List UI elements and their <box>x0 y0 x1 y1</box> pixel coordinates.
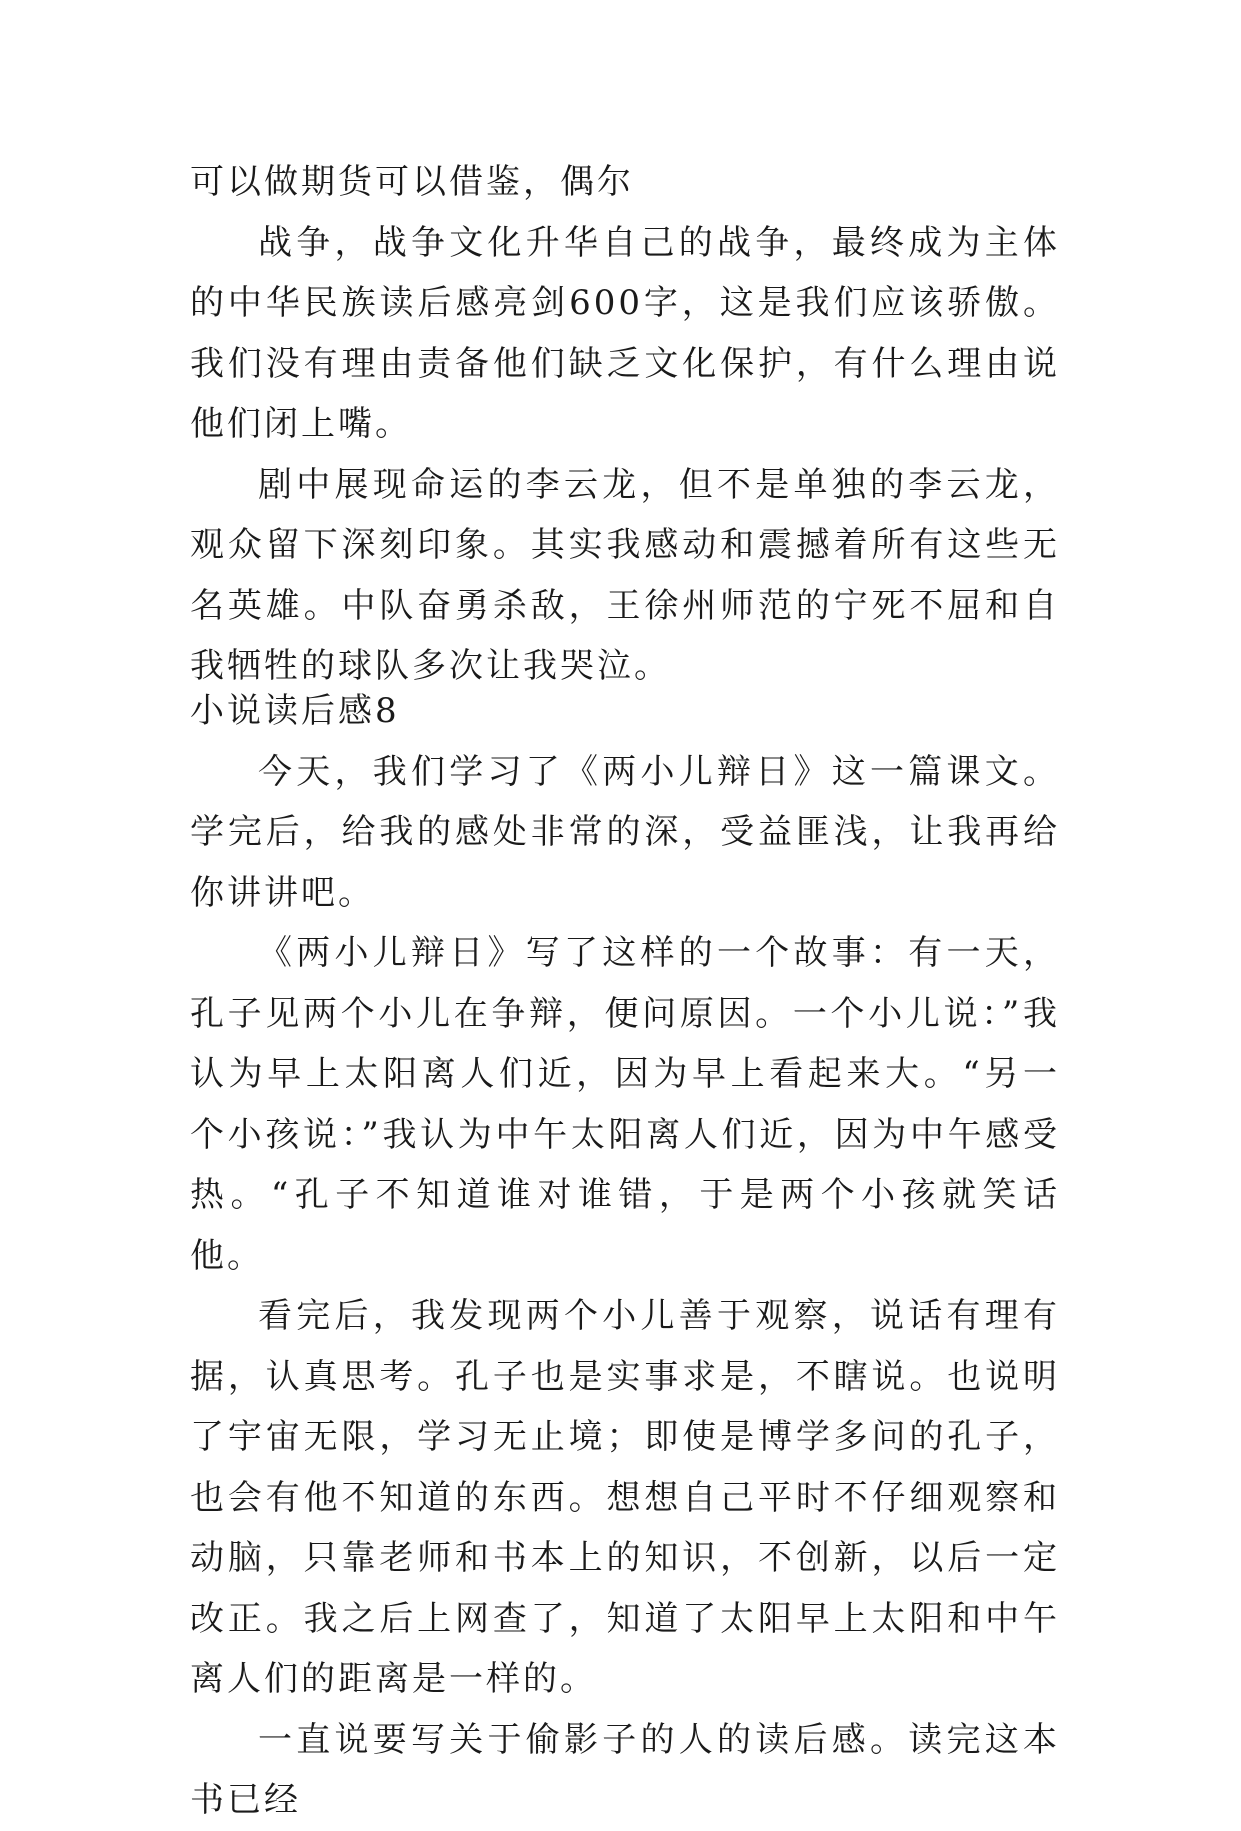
paragraph: 看完后，我发现两个小儿善于观察，说话有理有据，认真思考。孔子也是实事求是，不瞎说。也说明了宇宙无限，学习无止境；即使是博学多问的孔子，也会有他不知道的东西。想想自己平时不仔细观察和动脑，只靠老师和书本上的知识，不创新，以后一定改正。我之后上网查了，知道了太阳早上太阳和中午离人们的距离是一样的。 <box>190 1296 1060 1699</box>
section-1 <box>190 152 1060 697</box>
section-heading: 小说读后感8 <box>190 691 400 731</box>
section-2 <box>190 681 1060 1831</box>
paragraph: 今天，我们学习了《两小儿辩日》这一篇课文。学完后，给我的感处非常的深，受益匪浅，让我再给你讲讲吧。 <box>190 751 1060 913</box>
paragraph: 一直说要写关于偷影子的人的读后感。读完这本书已经 <box>190 1719 1060 1820</box>
paragraph: 《两小儿辩日》写了这样的一个故事：有一天，孔子见两个小儿在争辩，便问原因。一个小儿说：”我认为早上太阳离人们近，因为早上看起来大。“另一个小孩说：”我认为中午太阳离人们近，因为中午感受热。“孔子不知道谁对谁错，于是两个小孩就笑话他。 <box>190 933 1060 1276</box>
paragraph: 战争，战争文化升华自己的战争，最终成为主体的中华民族读后感亮剑600字，这是我们应该骄傲。我们没有理由责备他们缺乏文化保护，有什么理由说他们闭上嘴。 <box>190 222 1060 444</box>
opening-line: 可以做期货可以借鉴，偶尔 <box>190 162 634 202</box>
paragraph: 剧中展现命运的李云龙，但不是单独的李云龙，观众留下深刻印象。其实我感动和震撼着所有这些无名英雄。中队奋勇杀敌，王徐州师范的宁死不屈和自我牺牲的球队多次让我哭泣。 <box>190 464 1060 686</box>
